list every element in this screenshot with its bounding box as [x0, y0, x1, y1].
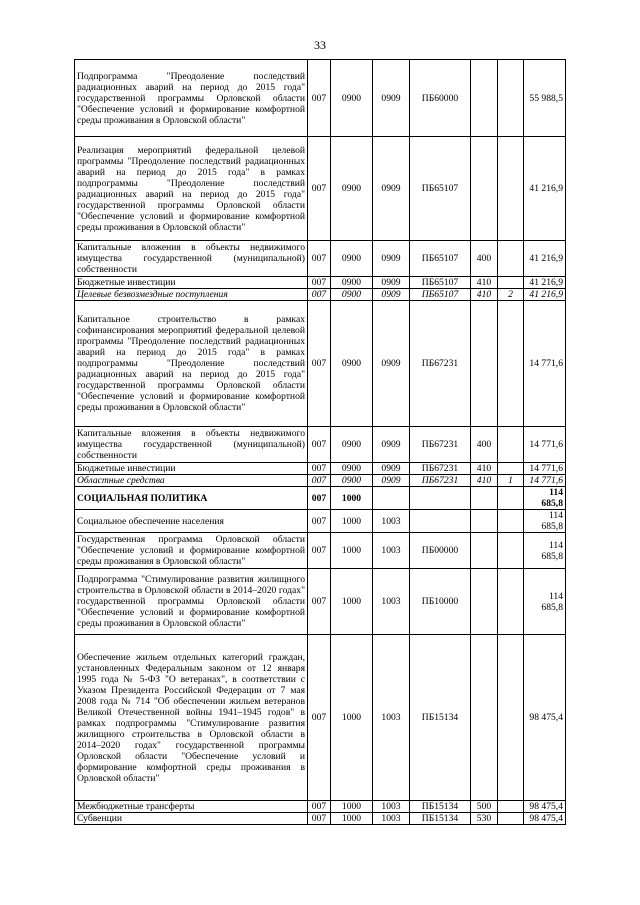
- section-code-cell: 0900: [331, 60, 373, 137]
- target-article-code-cell: ПБ15134: [410, 813, 471, 825]
- table-row: [75, 510, 566, 533]
- target-article-code-cell: ПБ67231: [410, 427, 471, 463]
- row-name-cell: Обеспечение жильем отдельных категорий граждан, установленных Федеральным законом от 12 января 1995 года № 5-ФЗ "О ветеранах", в соответствии с Указом Президента Российской Федерации от 7 мая 2008 года № 714 "Об обеспечении жильем ветеранов Великой Отечественной войны 1941–1945 годов" в рамках подпрограммы "Стимулирование развития жилищного строительства в Орловской области в 2014–2020 годах" государственной программы Орловской области "Обеспечение условий и формирование комфортной среды проживания в Орловской области": [75, 635, 308, 801]
- subsection-code-cell: 1003: [373, 635, 410, 801]
- subsection-code-cell: 0909: [373, 427, 410, 463]
- expense-type-code-cell: [471, 533, 498, 569]
- expense-type-code-cell: [471, 510, 498, 533]
- funding-source-code-cell: [498, 241, 524, 277]
- expense-type-code-cell: [471, 635, 498, 801]
- expense-type-code-cell: [471, 137, 498, 241]
- funding-source-code-cell: [498, 463, 524, 475]
- section-code-cell: 0900: [331, 301, 373, 427]
- amount-cell: 41 216,9: [524, 289, 566, 301]
- section-code-cell: 0900: [331, 137, 373, 241]
- subsection-code-cell: 0909: [373, 475, 410, 487]
- amount-cell: 98 475,4: [524, 635, 566, 801]
- funding-source-code-cell: [498, 569, 524, 635]
- target-article-code-cell: ПБ15134: [410, 801, 471, 813]
- funding-source-code-cell: [498, 635, 524, 801]
- amount-cell: 114 685,8: [524, 510, 566, 533]
- expense-type-code-cell: [471, 487, 498, 510]
- target-article-code-cell: ПБ67231: [410, 475, 471, 487]
- target-article-code-cell: ПБ67231: [410, 301, 471, 427]
- section-code-cell: 1000: [331, 635, 373, 801]
- table-row: [75, 277, 566, 289]
- row-name-cell: Подпрограмма "Преодоление последствий радиационных аварий на период до 2015 года" государственной программы Орловской области "Обеспечение условий и формирование комфортной среды проживания в Орловской области": [75, 60, 308, 137]
- funding-source-code-cell: [498, 277, 524, 289]
- ministry-code-cell: 007: [308, 60, 331, 137]
- section-code-cell: 1000: [331, 813, 373, 825]
- row-name-cell: Целевые безвозмездные поступления: [75, 289, 308, 301]
- ministry-code-cell: 007: [308, 487, 331, 510]
- table-row: [75, 301, 566, 427]
- amount-cell: 14 771,6: [524, 475, 566, 487]
- expense-type-code-cell: 410: [471, 289, 498, 301]
- ministry-code-cell: 007: [308, 533, 331, 569]
- subsection-code-cell: 1003: [373, 569, 410, 635]
- table-row: [75, 801, 566, 813]
- amount-cell: 14 771,6: [524, 301, 566, 427]
- target-article-code-cell: [410, 487, 471, 510]
- funding-source-code-cell: 1: [498, 475, 524, 487]
- ministry-code-cell: 007: [308, 569, 331, 635]
- subsection-code-cell: 0909: [373, 137, 410, 241]
- target-article-code-cell: ПБ60000: [410, 60, 471, 137]
- table-row: [75, 569, 566, 635]
- ministry-code-cell: 007: [308, 463, 331, 475]
- row-name-cell: Капитальные вложения в объекты недвижимого имущества государственной (муниципальной) собственности: [75, 427, 308, 463]
- row-name-cell: Межбюджетные трансферты: [75, 801, 308, 813]
- amount-cell: 114 685,8: [524, 569, 566, 635]
- subsection-code-cell: 1003: [373, 801, 410, 813]
- funding-source-code-cell: [498, 301, 524, 427]
- subsection-code-cell: 0909: [373, 60, 410, 137]
- section-code-cell: 0900: [331, 277, 373, 289]
- ministry-code-cell: 007: [308, 301, 331, 427]
- table-row: [75, 635, 566, 801]
- section-code-cell: 1000: [331, 801, 373, 813]
- table-row: [75, 289, 566, 301]
- ministry-code-cell: 007: [308, 635, 331, 801]
- subsection-code-cell: 0909: [373, 277, 410, 289]
- table-row: [75, 813, 566, 825]
- table-row: [75, 475, 566, 487]
- funding-source-code-cell: [498, 801, 524, 813]
- ministry-code-cell: 007: [308, 801, 331, 813]
- table-row: [75, 137, 566, 241]
- ministry-code-cell: 007: [308, 137, 331, 241]
- amount-cell: 14 771,6: [524, 427, 566, 463]
- subsection-code-cell: 0909: [373, 301, 410, 427]
- funding-source-code-cell: [498, 137, 524, 241]
- section-code-cell: 0900: [331, 475, 373, 487]
- expense-type-code-cell: 410: [471, 463, 498, 475]
- ministry-code-cell: 007: [308, 289, 331, 301]
- row-name-cell: Бюджетные инвестиции: [75, 463, 308, 475]
- row-name-cell: Капитальное строительство в рамках софинансирования мероприятий федеральной целевой программы "Преодоление последствий радиационных аварий на период до 2015 года" в рамках подпрограммы "Преодоление последствий радиационных аварий на период до 2015 года" государственной программы Орловской области "Обеспечение условий и формирование комфортной среды проживания в Орловской области": [75, 301, 308, 427]
- subsection-code-cell: 1003: [373, 510, 410, 533]
- amount-cell: 98 475,4: [524, 801, 566, 813]
- target-article-code-cell: ПБ65107: [410, 241, 471, 277]
- funding-source-code-cell: [498, 813, 524, 825]
- target-article-code-cell: ПБ67231: [410, 463, 471, 475]
- table-row: [75, 463, 566, 475]
- ministry-code-cell: 007: [308, 510, 331, 533]
- row-name-cell: СОЦИАЛЬНАЯ ПОЛИТИКА: [75, 487, 308, 510]
- row-name-cell: Государственная программа Орловской области "Обеспечение условий и формирование комфортной среды проживания в Орловской области": [75, 533, 308, 569]
- ministry-code-cell: 007: [308, 277, 331, 289]
- section-code-cell: 1000: [331, 533, 373, 569]
- funding-source-code-cell: [498, 487, 524, 510]
- expense-type-code-cell: 530: [471, 813, 498, 825]
- ministry-code-cell: 007: [308, 427, 331, 463]
- table-row: [75, 533, 566, 569]
- row-name-cell: Капитальные вложения в объекты недвижимого имущества государственной (муниципальной) собственности: [75, 241, 308, 277]
- amount-cell: 41 216,9: [524, 137, 566, 241]
- amount-cell: 114 685,8: [524, 487, 566, 510]
- expense-type-code-cell: 410: [471, 475, 498, 487]
- amount-cell: 55 988,5: [524, 60, 566, 137]
- target-article-code-cell: ПБ00000: [410, 533, 471, 569]
- target-article-code-cell: ПБ10000: [410, 569, 471, 635]
- section-code-cell: 1000: [331, 510, 373, 533]
- section-code-cell: 0900: [331, 463, 373, 475]
- ministry-code-cell: 007: [308, 475, 331, 487]
- section-code-cell: 1000: [331, 569, 373, 635]
- expense-type-code-cell: [471, 301, 498, 427]
- row-name-cell: Бюджетные инвестиции: [75, 277, 308, 289]
- expense-type-code-cell: 400: [471, 241, 498, 277]
- ministry-code-cell: 007: [308, 241, 331, 277]
- expense-type-code-cell: [471, 569, 498, 635]
- row-name-cell: Областные средства: [75, 475, 308, 487]
- subsection-code-cell: [373, 487, 410, 510]
- table-row: [75, 427, 566, 463]
- amount-cell: 98 475,4: [524, 813, 566, 825]
- target-article-code-cell: ПБ15134: [410, 635, 471, 801]
- target-article-code-cell: [410, 510, 471, 533]
- section-code-cell: 0900: [331, 427, 373, 463]
- amount-cell: 41 216,9: [524, 241, 566, 277]
- funding-source-code-cell: [498, 510, 524, 533]
- row-name-cell: Реализация мероприятий федеральной целевой программы "Преодоление последствий радиационных аварий на период до 2015 года" в рамках подпрограммы "Преодоление последствий радиационных аварий на период до 2015 года" государственной программы Орловской области "Обеспечение условий и формирование комфортной среды проживания в Орловской области": [75, 137, 308, 241]
- page-number: 33: [314, 38, 326, 52]
- row-name-cell: Социальное обеспечение населения: [75, 510, 308, 533]
- amount-cell: 41 216,9: [524, 277, 566, 289]
- table-row: [75, 241, 566, 277]
- section-code-cell: 0900: [331, 241, 373, 277]
- subsection-code-cell: 0909: [373, 289, 410, 301]
- expense-type-code-cell: 400: [471, 427, 498, 463]
- target-article-code-cell: ПБ65107: [410, 289, 471, 301]
- target-article-code-cell: ПБ65107: [410, 277, 471, 289]
- funding-source-code-cell: [498, 533, 524, 569]
- funding-source-code-cell: [498, 427, 524, 463]
- target-article-code-cell: ПБ65107: [410, 137, 471, 241]
- table-row: [75, 60, 566, 137]
- amount-cell: 114 685,8: [524, 533, 566, 569]
- subsection-code-cell: 1003: [373, 813, 410, 825]
- table-row: [75, 487, 566, 510]
- section-code-cell: 0900: [331, 289, 373, 301]
- expense-type-code-cell: 410: [471, 277, 498, 289]
- subsection-code-cell: 1003: [373, 533, 410, 569]
- funding-source-code-cell: [498, 60, 524, 137]
- expense-type-code-cell: 500: [471, 801, 498, 813]
- amount-cell: 14 771,6: [524, 463, 566, 475]
- section-code-cell: 1000: [331, 487, 373, 510]
- expense-type-code-cell: [471, 60, 498, 137]
- subsection-code-cell: 0909: [373, 463, 410, 475]
- row-name-cell: Подпрограмма "Стимулирование развития жилищного строительства в Орловской области в 2014–2020 годах" государственной программы Орловской области "Обеспечение условий и формирование комфортной среды проживания в Орловской области": [75, 569, 308, 635]
- row-name-cell: Субвенции: [75, 813, 308, 825]
- funding-source-code-cell: 2: [498, 289, 524, 301]
- budget-table: [74, 59, 566, 825]
- subsection-code-cell: 0909: [373, 241, 410, 277]
- ministry-code-cell: 007: [308, 813, 331, 825]
